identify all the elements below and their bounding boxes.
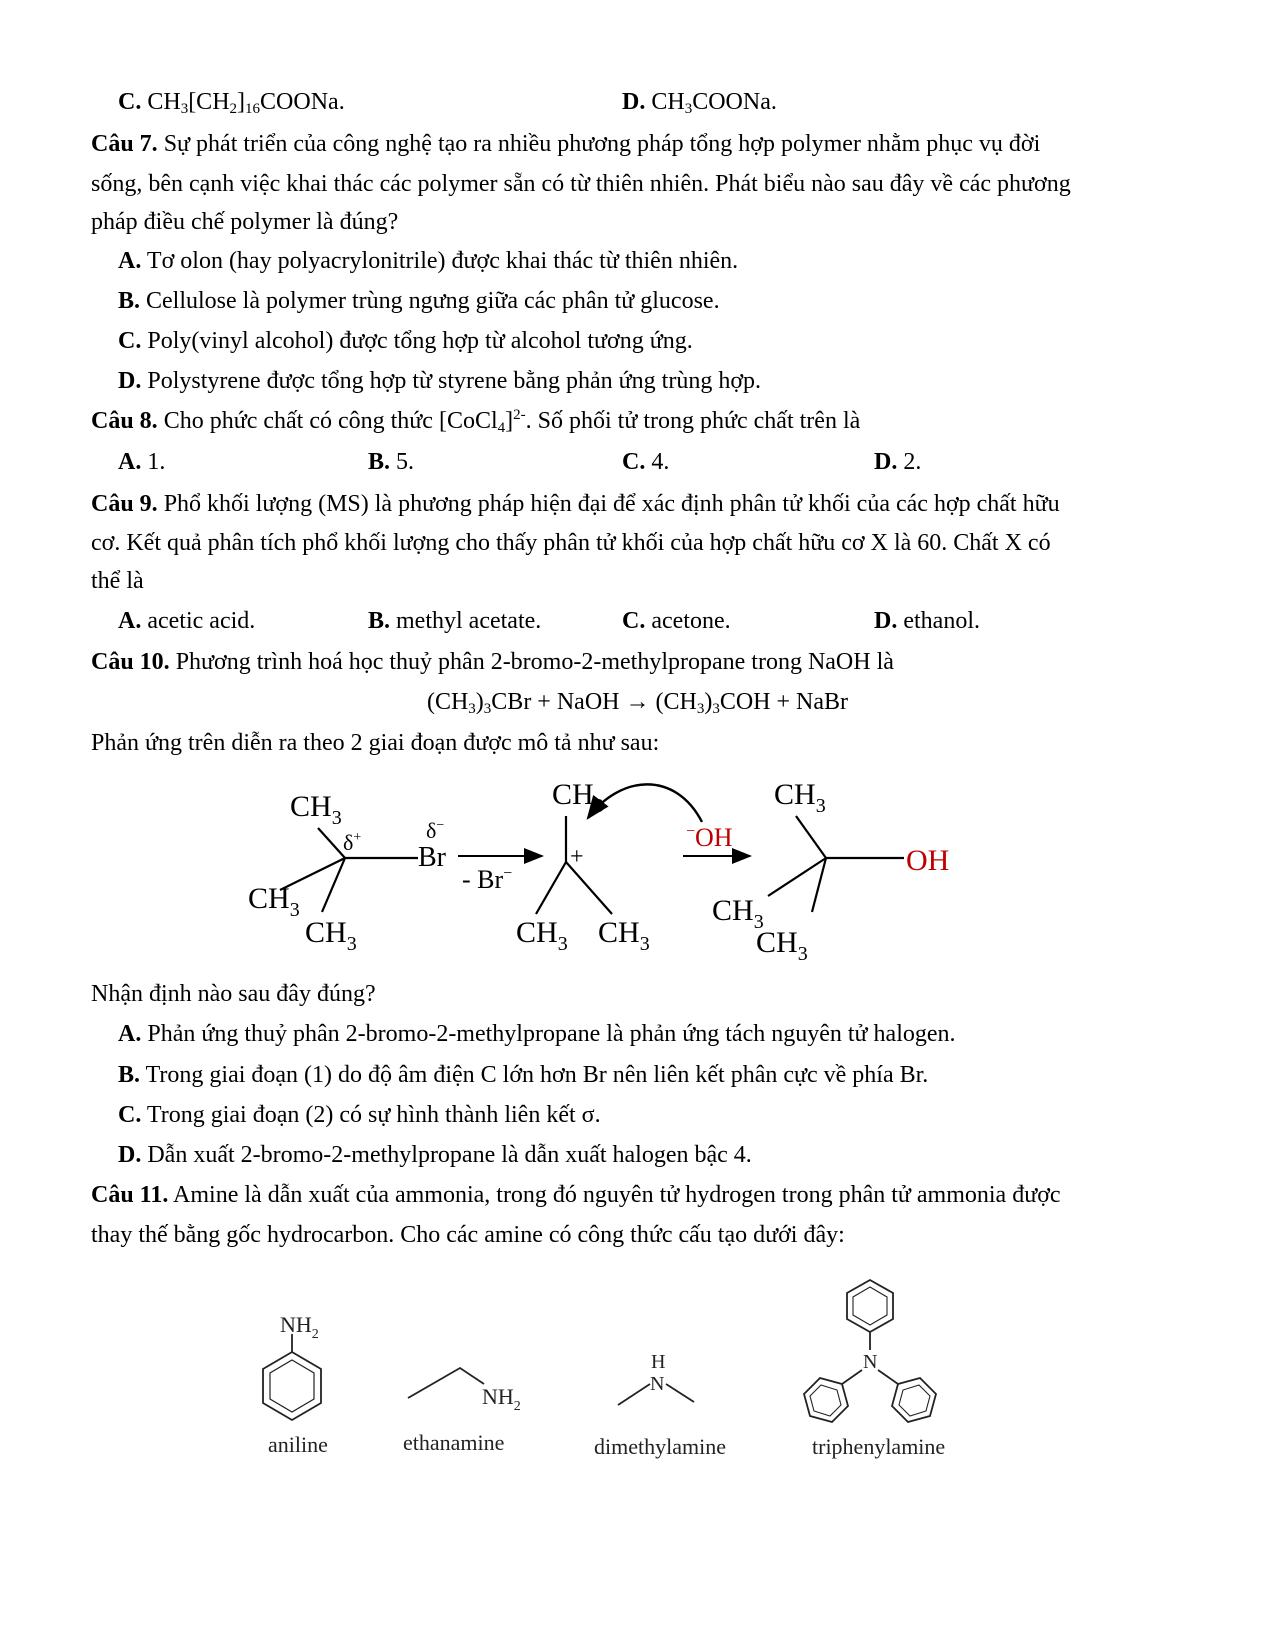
q8-option-b: B. 5. xyxy=(368,449,415,475)
product-ch3-left: $CH_3$ xyxy=(712,894,764,933)
q8-option-c: C. 4. xyxy=(622,449,670,475)
cation-ch3-top: $CH_3$ xyxy=(552,778,604,817)
q9-stem-line2: cơ. Kết quả phân tích phổ khối lượng cho thấy phân tử khối của hợp chất hữu cơ X là 60. Chất X có xyxy=(91,530,1051,556)
q8-stem: Câu 8. Cho phức chất có công thức [CoCl$_4$]$^{2-}$. Số phối tử trong phức chất trên là xyxy=(91,407,861,436)
q11-stem-line2: thay thế bằng gốc hydrocarbon. Cho các amine có công thức cấu tạo dưới đây: xyxy=(91,1222,845,1248)
q9-stem-line3: thể là xyxy=(91,568,144,594)
cation-ch3-left: $CH_3$ xyxy=(516,916,568,955)
q10-option-b: B. Trong giai đoạn (1) do độ âm điện C lớn hơn Br nên liên kết phân cực về phía Br. xyxy=(118,1062,929,1088)
q7-option-b: B. Cellulose là polymer trùng ngưng giữa các phân tử glucose. xyxy=(118,288,720,314)
label-aniline: aniline xyxy=(268,1432,328,1457)
product-ch3-bottom: $CH_3$ xyxy=(756,926,808,965)
q10-equation: $(CH_3)_3CBr$ + NaOH → $(CH_3)_3COH$ + NaBr xyxy=(426,689,849,717)
ethanamine-nh2: $NH_2$ xyxy=(482,1384,521,1414)
q7-stem-line1: Câu 7. Sự phát triển của công nghệ tạo ra nhiều phương pháp tổng hợp polymer nhằm phục vụ đời xyxy=(91,131,1041,157)
q7-option-c: C. Poly(vinyl alcohol) được tổng hợp từ alcohol tương ứng. xyxy=(118,328,693,354)
q10-option-d: D. Dẫn xuất 2-bromo-2-methylpropane là dẫn xuất halogen bậc 4. xyxy=(118,1142,752,1168)
q9-stem-line1: Câu 9. Phổ khối lượng (MS) là phương pháp hiện đại để xác định phân tử khối của các hợp chất hữu xyxy=(91,491,1060,517)
aniline-structure xyxy=(263,1334,321,1420)
reactant-ch3-top: $CH_3$ xyxy=(290,790,342,829)
q9-option-d: D. ethanol. xyxy=(874,608,980,634)
q7-stem-line3: pháp điều chế polymer là đúng? xyxy=(91,209,399,235)
q9-option-b: B. methyl acetate. xyxy=(368,608,542,634)
delta-minus: δ− xyxy=(426,818,445,843)
label-ethanamine: ethanamine xyxy=(403,1430,505,1455)
q9-option-c: C. acetone. xyxy=(622,608,731,634)
amines-figure xyxy=(0,1270,1275,1470)
aniline-nh2: $NH_2$ xyxy=(280,1312,319,1342)
reactant-ch3-bottom: $CH_3$ xyxy=(305,916,357,955)
cation-ch3-right: $CH_3$ xyxy=(598,916,650,955)
reaction-scheme xyxy=(0,760,1275,980)
curved-attack-arrow xyxy=(588,784,702,822)
q10-option-c: C. Trong giai đoạn (2) có sự hình thành liên kết σ. xyxy=(118,1102,601,1128)
delta-plus: δ+ xyxy=(343,830,362,855)
cation-plus: + xyxy=(570,844,584,870)
reactant-br: Br xyxy=(418,842,446,873)
q7-option-d: D. Polystyrene được tổng hợp từ styrene bằng phản ứng trùng hợp. xyxy=(118,368,762,394)
triphenylamine-n: N xyxy=(863,1351,878,1373)
q10-stem-line1: Câu 10. Phương trình hoá học thuỷ phân 2-bromo-2-methylpropane trong NaOH là xyxy=(91,649,894,675)
q8-option-d: D. 2. xyxy=(874,449,922,475)
q9-option-a: A. acetic acid. xyxy=(118,608,256,634)
q8-option-a: A. 1. xyxy=(118,449,166,475)
q6-option-c: C. $CH_3[CH_2]_{16}COONa$. xyxy=(118,89,345,117)
q10-stem-line2: Phản ứng trên diễn ra theo 2 giai đoạn được mô tả như sau: xyxy=(91,730,660,756)
q7-stem-line2: sống, bên cạnh việc khai thác các polymer sẵn có từ thiên nhiên. Phát biểu nào sau đây về các phương xyxy=(91,171,1071,197)
hydroxide-label: −OH xyxy=(686,823,733,852)
minus-br-label: - Br− xyxy=(462,865,513,894)
label-dimethylamine: dimethylamine xyxy=(594,1434,726,1459)
ethanamine-structure xyxy=(408,1368,484,1398)
product-ch3-top: $CH_3$ xyxy=(774,778,826,817)
product-oh: OH xyxy=(906,844,950,877)
label-triphenylamine: triphenylamine xyxy=(812,1434,946,1459)
dimethylamine-h: H xyxy=(651,1351,666,1373)
q10-question: Nhận định nào sau đây đúng? xyxy=(91,981,376,1007)
reactant-ch3-left: $CH_3$ xyxy=(248,882,300,921)
q7-option-a: A. Tơ olon (hay polyacrylonitrile) được khai thác từ thiên nhiên. xyxy=(118,248,739,274)
q6-option-d: D. $CH_3COONa$. xyxy=(622,89,777,117)
q10-option-a: A. Phản ứng thuỷ phân 2-bromo-2-methylpropane là phản ứng tách nguyên tử halogen. xyxy=(118,1021,956,1047)
dimethylamine-n: N xyxy=(650,1373,665,1395)
q11-stem-line1: Câu 11. Amine là dẫn xuất của ammonia, trong đó nguyên tử hydrogen trong phân tử ammonia được xyxy=(91,1182,1061,1208)
